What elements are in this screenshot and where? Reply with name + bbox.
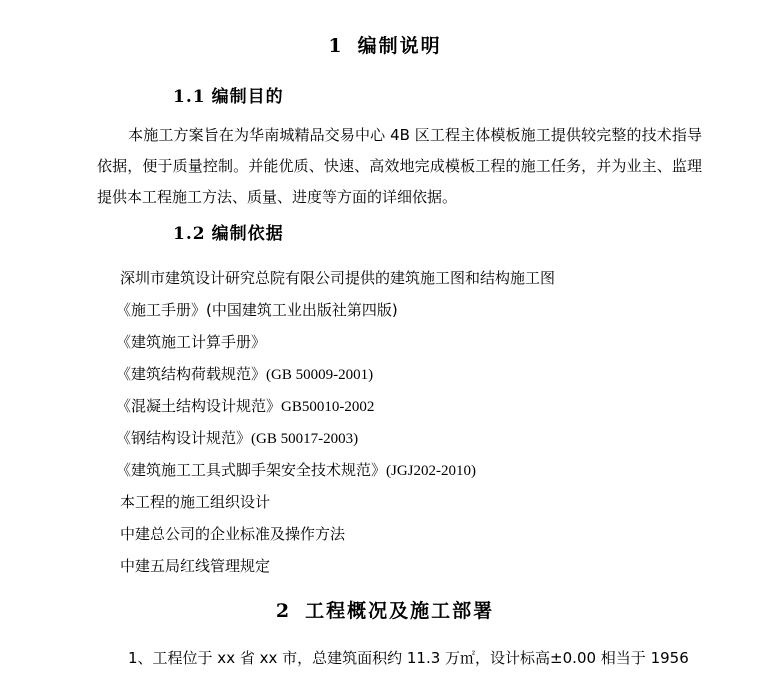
reference-item-text: 中建总公司的企业标准及操作方法 [120, 525, 346, 543]
reference-item-text: 《施工手册》(中国建筑工业出版社第四版) [116, 301, 398, 319]
section-1-1-paragraph-text: 本施工方案旨在为华南城精品交易中心 4B 区工程主体模板施工提供较完整的技术指导依据，便于质量控制。并能优质、快速、高效地完成模板工程的施工任务，并为业主、监理提供本工程施工方法、质量、进度等方面的详细依据。 [97, 126, 702, 206]
reference-item-text: 中建五局红线管理规定 [120, 557, 271, 575]
section-1-1-number: 1.1 [173, 87, 206, 107]
section-2-heading [0, 596, 770, 623]
reference-item [116, 396, 374, 417]
reference-item-text: 本工程的施工组织设计 [120, 493, 271, 511]
reference-item [116, 364, 373, 385]
section-1-2-heading [173, 219, 284, 244]
section-1-1-heading [173, 82, 284, 107]
reference-item [116, 300, 398, 321]
reference-item [120, 268, 555, 289]
reference-item-text: 《建筑施工工具式脚手架安全技术规范》 [116, 461, 387, 479]
reference-item [120, 524, 345, 545]
reference-item-text: 《建筑结构荷载规范》 [116, 365, 267, 383]
reference-item-text: 《建筑施工计算手册》 [116, 333, 267, 351]
section-2-paragraph [97, 643, 702, 674]
reference-item-code: (GB 50009-2001) [266, 367, 374, 383]
reference-item-code: (GB 50017-2003) [251, 431, 359, 447]
section-1-title: 编制说明 [357, 35, 442, 57]
reference-item-text: 深圳市建筑设计研究总院有限公司提供的建筑施工图和结构施工图 [120, 269, 556, 287]
reference-item [116, 428, 358, 449]
reference-item [116, 332, 266, 353]
reference-item [116, 460, 476, 481]
section-1-1-title: 编制目的 [211, 87, 284, 107]
reference-item-code: (JGJ202-2010) [386, 463, 477, 479]
reference-item-code: GB50010-2002 [281, 399, 375, 415]
section-2-title: 工程概况及施工部署 [305, 600, 495, 622]
section-2-number: 2 [275, 600, 292, 622]
section-1-2-number: 1.2 [173, 224, 206, 244]
reference-item [120, 492, 270, 513]
reference-item-text: 《混凝土结构设计规范》 [116, 397, 282, 415]
reference-item [120, 556, 270, 577]
reference-item-text: 《钢结构设计规范》 [116, 429, 252, 447]
section-2-paragraph-text: 1、工程位于 xx 省 xx 市，总建筑面积约 11.3 万㎡，设计标高±0.00 相当于 1956 [128, 649, 689, 667]
section-1-2-title: 编制依据 [211, 224, 284, 244]
section-1-heading [0, 31, 770, 58]
section-1-number: 1 [328, 35, 344, 57]
section-1-1-paragraph [97, 120, 702, 213]
